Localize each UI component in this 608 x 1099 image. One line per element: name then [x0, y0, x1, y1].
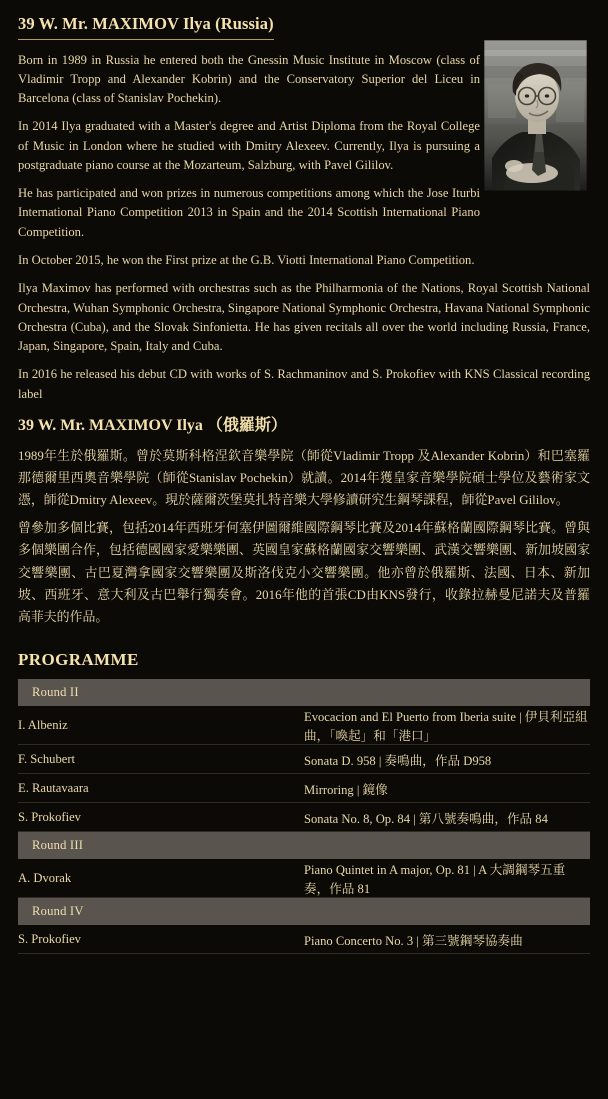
work-title: Evocacion and El Puerto from Iberia suite | 伊貝利亞組曲，「喚起」和「港口」	[304, 706, 590, 745]
round-header-row	[18, 679, 590, 706]
composer-name: F. Schubert	[18, 745, 304, 774]
bio-paragraph: He has participated and won prizes in numerous competitions among which the Jose Iturbi International Piano Competition 2013 in Spain and the 2014 Scottish International Piano Competition.	[18, 186, 480, 239]
table-row	[18, 774, 590, 803]
table-row	[18, 859, 590, 898]
bio-paragraph: In October 2015, he won the First prize at the G.B. Viotti International Piano Competition.	[18, 253, 475, 268]
bio-paragraph: Born in 1989 in Russia he entered both the Gnessin Music Institute in Moscow (class of Vladimir Tropp and Alexander Kobrin) and the Conservatory Superior del Liceu in Barcelona (class of Stanislav Pochekin).	[18, 52, 480, 106]
round-header-row	[18, 898, 590, 926]
table-row	[18, 745, 590, 774]
programme-table-body	[18, 679, 590, 954]
work-title: Mirroring | 鏡像	[304, 774, 590, 803]
portrait-photo	[484, 40, 587, 191]
english-title-wrapper	[18, 14, 590, 42]
composer-name: E. Rautavaara	[18, 774, 304, 803]
work-title: Piano Concerto No. 3 | 第三號鋼琴協奏曲	[304, 925, 590, 954]
page-title-english: 39 W. Mr. MAXIMOV Ilya (Russia)	[18, 14, 274, 40]
round-header-row	[18, 832, 590, 860]
round-label: Round IV	[18, 898, 590, 926]
composer-name: S. Prokofiev	[18, 925, 304, 954]
composer-name: I. Albeniz	[18, 706, 304, 745]
table-row	[18, 803, 590, 832]
work-title: Sonata No. 8, Op. 84 | 第八號奏鳴曲，作品 84	[304, 803, 590, 832]
bio-paragraph: Ilya Maximov has performed with orchestras such as the Philharmonia of the Nations, Royal Scottish National Orchestra, Wuhan Symphonic Orchestra, Singapore National Symphonic Orchestra, Havana National Symphonic Orchestra (Cuba), and the Slovak Sinfonietta. He has given recitals all over the world including Russia, France, Japan, Singapore, Spain, Italy and Cuba.	[18, 281, 590, 354]
work-title: Sonata D. 958 | 奏鳴曲，作品 D958	[304, 745, 590, 774]
bio-paragraph-zh: 1989年生於俄羅斯。曾於莫斯科格涅欽音樂學院（師從Vladimir Tropp 及Alexander Kobrin）和巴塞羅那德爾里西奧音樂學院（師從Stanislav Pochekin）就讀。2014年獲皇家音樂學院碩士學位及藝術家文憑，師從Dmitry Alexeev。現於薩爾茨堡莫扎特音樂大學修讀研究生鋼琴課程，師從Pavel Gililov。	[18, 448, 590, 508]
round-label: Round III	[18, 832, 590, 860]
round-label: Round II	[18, 679, 590, 706]
bio-paragraph-zh: 曾參加多個比賽，包括2014年西班牙何塞伊圖爾維國際鋼琴比賽及2014年蘇格蘭國際鋼琴比賽。曾與多個樂團合作，包括德國國家愛樂樂團、英國皇家蘇格蘭國家交響樂團、武漢交響樂團、新加坡國家交響樂團、古巴夏灣拿國家交響樂團及斯洛伐克小交響樂團。他亦曾於俄羅斯、法國、日本、新加坡、西班牙、意大利及古巴舉行獨奏會。2016年他的首張CD由KNS發行，收錄拉赫曼尼諾夫及普羅高菲夫的作品。	[18, 521, 590, 624]
programme-table	[18, 679, 590, 954]
programme-heading: PROGRAMME	[18, 650, 139, 670]
chinese-biography	[18, 445, 590, 629]
page-title-chinese: 39 W. Mr. MAXIMOV Ilya （俄羅斯）	[18, 416, 287, 434]
composer-name: A. Dvorak	[18, 859, 304, 898]
composer-name: S. Prokofiev	[18, 803, 304, 832]
bio-paragraph: In 2014 Ilya graduated with a Master's degree and Artist Diploma from the Royal College of Music in London where he studied with Dmitry Alexeev. Currently, Ilya is pursuing a postgraduate piano course at the Mozarteum, Salzburg, with Pavel Gililov.	[18, 119, 480, 172]
work-title: Piano Quintet in A major, Op. 81 | A 大調鋼琴五重奏，作品 81	[304, 859, 590, 898]
bio-paragraph: In 2016 he released his debut CD with works of S. Rachmaninov and S. Prokofiev with KNS Classical recording label	[18, 367, 590, 401]
table-row	[18, 706, 590, 745]
table-row	[18, 925, 590, 954]
